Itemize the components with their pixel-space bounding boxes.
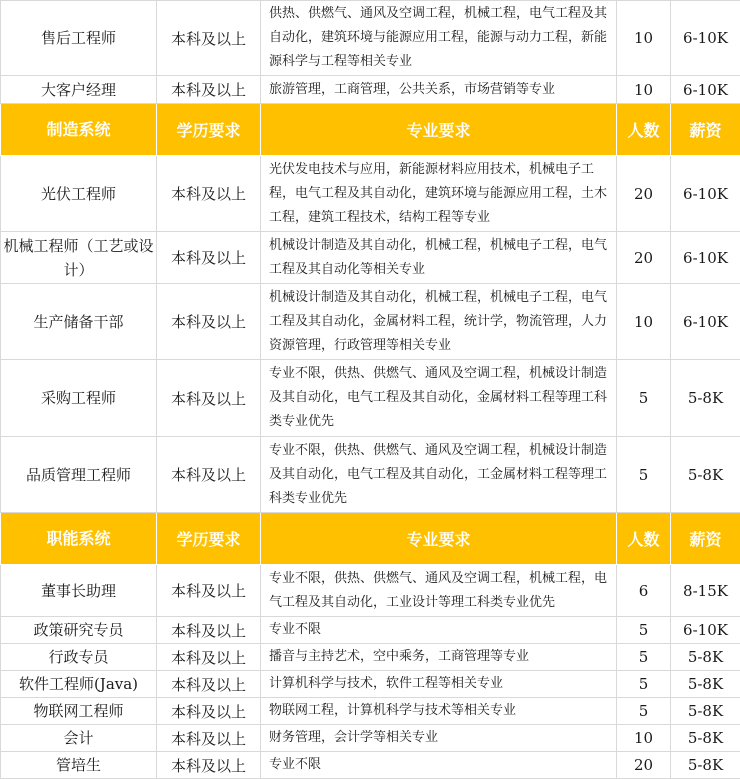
table-row xyxy=(1,671,740,698)
salary-cell: 6-10K xyxy=(671,232,740,284)
position-cell: 软件工程师(Java) xyxy=(1,671,157,698)
major-cell: 专业不限，供热、供燃气、通风及空调工程，机械工程，电气工程及其自动化，工业设计等理工科类专业优先 xyxy=(261,565,617,617)
count-cell: 10 xyxy=(617,1,671,76)
position-cell: 售后工程师 xyxy=(1,1,157,76)
table-row xyxy=(1,752,740,779)
major-cell: 机械设计制造及其自动化，机械工程，机械电子工程，电气工程及其自动化，金属材料工程，统计学，物流管理，人力资源管理，行政管理等相关专业 xyxy=(261,284,617,360)
table-row xyxy=(1,698,740,725)
education-cell: 本科及以上 xyxy=(157,232,261,284)
education-cell: 本科及以上 xyxy=(157,644,261,671)
education-cell: 本科及以上 xyxy=(157,752,261,779)
table-row xyxy=(1,437,740,513)
table-body xyxy=(1,1,740,779)
education-cell: 本科及以上 xyxy=(157,698,261,725)
major-cell: 专业不限 xyxy=(261,617,617,644)
major-cell: 旅游管理，工商管理，公共关系，市场营销等专业 xyxy=(261,76,617,104)
count-header: 人数 xyxy=(617,104,671,156)
salary-cell: 5-8K xyxy=(671,752,740,779)
count-cell: 5 xyxy=(617,617,671,644)
count-header: 人数 xyxy=(617,513,671,565)
major-cell: 专业不限，供热、供燃气、通风及空调工程，机械设计制造及其自动化，电气工程及其自动化，金属材料工程等理工科类专业优先 xyxy=(261,360,617,437)
salary-cell: 6-10K xyxy=(671,617,740,644)
count-cell: 20 xyxy=(617,752,671,779)
major-cell: 财务管理，会计学等相关专业 xyxy=(261,725,617,752)
count-cell: 6 xyxy=(617,565,671,617)
position-cell: 采购工程师 xyxy=(1,360,157,437)
education-cell: 本科及以上 xyxy=(157,1,261,76)
education-header: 学历要求 xyxy=(157,513,261,565)
position-cell: 生产储备干部 xyxy=(1,284,157,360)
major-cell: 播音与主持艺术，空中乘务，工商管理等专业 xyxy=(261,644,617,671)
major-cell: 光伏发电技术与应用，新能源材料应用技术，机械电子工程，电气工程及其自动化，建筑环境与能源应用工程，土木工程，建筑工程技术，结构工程等专业 xyxy=(261,156,617,232)
salary-header: 薪资 xyxy=(671,104,740,156)
table-row xyxy=(1,1,740,76)
major-cell: 机械设计制造及其自动化，机械工程，机械电子工程，电气工程及其自动化等相关专业 xyxy=(261,232,617,284)
position-cell: 会计 xyxy=(1,725,157,752)
education-cell: 本科及以上 xyxy=(157,671,261,698)
education-cell: 本科及以上 xyxy=(157,360,261,437)
count-cell: 10 xyxy=(617,284,671,360)
count-cell: 10 xyxy=(617,725,671,752)
major-cell: 专业不限，供热、供燃气、通风及空调工程，机械设计制造及其自动化，电气工程及其自动化，工金属材料工程等理工科类专业优先 xyxy=(261,437,617,513)
position-cell: 行政专员 xyxy=(1,644,157,671)
table-row xyxy=(1,156,740,232)
table-row xyxy=(1,76,740,104)
salary-cell: 5-8K xyxy=(671,725,740,752)
major-cell: 物联网工程，计算机科学与技术等相关专业 xyxy=(261,698,617,725)
salary-cell: 5-8K xyxy=(671,698,740,725)
position-cell: 管培生 xyxy=(1,752,157,779)
position-cell: 物联网工程师 xyxy=(1,698,157,725)
count-cell: 20 xyxy=(617,156,671,232)
salary-cell: 5-8K xyxy=(671,671,740,698)
salary-cell: 6-10K xyxy=(671,76,740,104)
education-cell: 本科及以上 xyxy=(157,565,261,617)
major-header: 专业要求 xyxy=(261,513,617,565)
education-cell: 本科及以上 xyxy=(157,284,261,360)
section-title: 制造系统 xyxy=(1,104,157,156)
table-row xyxy=(1,644,740,671)
major-cell: 专业不限 xyxy=(261,752,617,779)
table-row xyxy=(1,284,740,360)
salary-header: 薪资 xyxy=(671,513,740,565)
major-cell: 供热、供燃气、通风及空调工程，机械工程，电气工程及其自动化，建筑环境与能源应用工程，能源与动力工程，新能源科学与工程等相关专业 xyxy=(261,1,617,76)
table-row xyxy=(1,725,740,752)
table-row xyxy=(1,232,740,284)
salary-cell: 6-10K xyxy=(671,284,740,360)
count-cell: 5 xyxy=(617,698,671,725)
education-cell: 本科及以上 xyxy=(157,76,261,104)
position-cell: 机械工程师（工艺或设计） xyxy=(1,232,157,284)
position-cell: 光伏工程师 xyxy=(1,156,157,232)
major-header: 专业要求 xyxy=(261,104,617,156)
major-cell: 计算机科学与技术，软件工程等相关专业 xyxy=(261,671,617,698)
count-cell: 20 xyxy=(617,232,671,284)
education-cell: 本科及以上 xyxy=(157,725,261,752)
salary-cell: 5-8K xyxy=(671,360,740,437)
position-cell: 品质管理工程师 xyxy=(1,437,157,513)
section-header-row xyxy=(1,104,740,156)
table-row xyxy=(1,360,740,437)
salary-cell: 5-8K xyxy=(671,437,740,513)
position-cell: 政策研究专员 xyxy=(1,617,157,644)
count-cell: 5 xyxy=(617,360,671,437)
education-cell: 本科及以上 xyxy=(157,156,261,232)
education-cell: 本科及以上 xyxy=(157,437,261,513)
count-cell: 10 xyxy=(617,76,671,104)
section-header-row xyxy=(1,513,740,565)
position-cell: 董事长助理 xyxy=(1,565,157,617)
salary-cell: 6-10K xyxy=(671,156,740,232)
count-cell: 5 xyxy=(617,671,671,698)
position-cell: 大客户经理 xyxy=(1,76,157,104)
education-cell: 本科及以上 xyxy=(157,617,261,644)
salary-cell: 8-15K xyxy=(671,565,740,617)
section-title: 职能系统 xyxy=(1,513,157,565)
salary-cell: 5-8K xyxy=(671,644,740,671)
count-cell: 5 xyxy=(617,644,671,671)
education-header: 学历要求 xyxy=(157,104,261,156)
count-cell: 5 xyxy=(617,437,671,513)
table-row xyxy=(1,565,740,617)
salary-cell: 6-10K xyxy=(671,1,740,76)
table-row xyxy=(1,617,740,644)
